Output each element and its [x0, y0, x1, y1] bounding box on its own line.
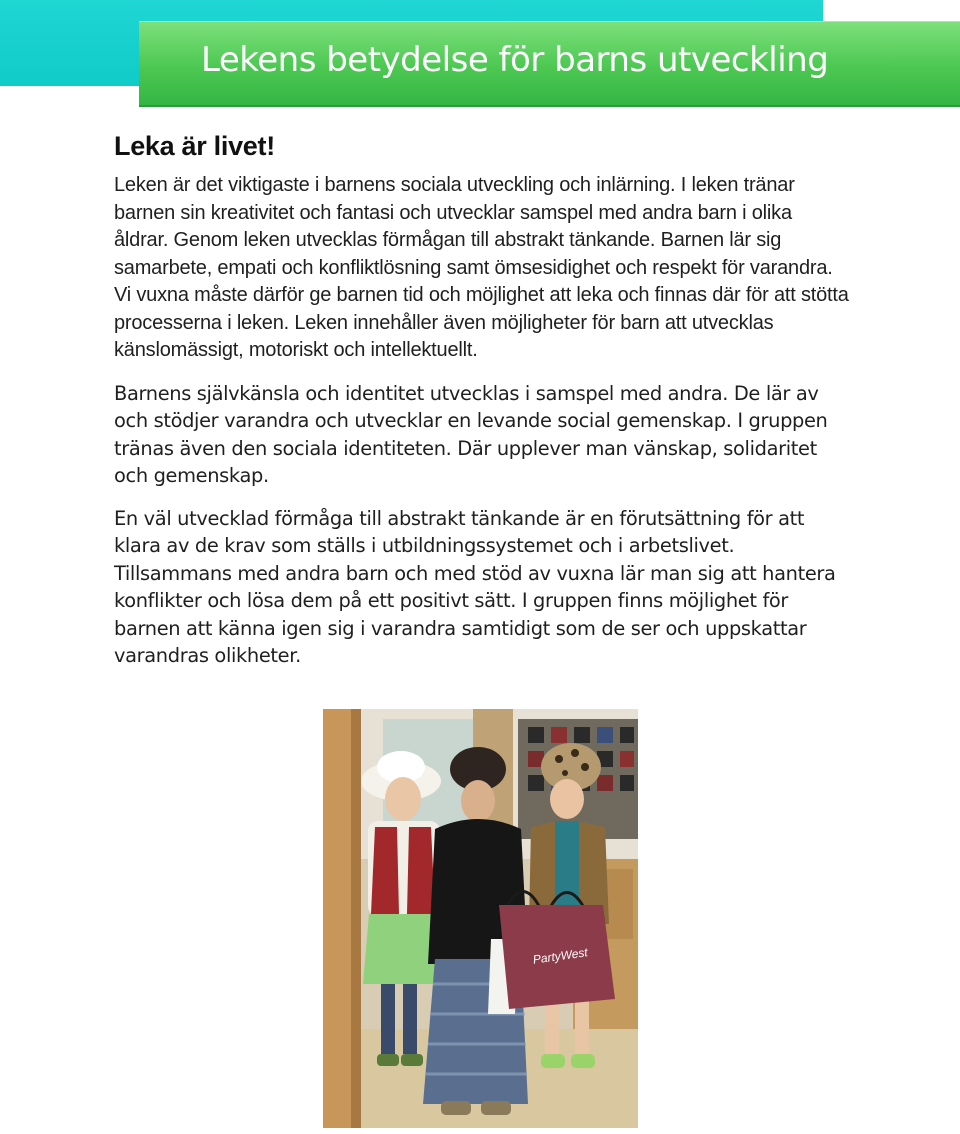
paragraph-2: Barnens självkänsla och identitet utvecklas i samspel med andra. De lär av och stödjer varandra och utvecklar en levande social gemenskap. I gruppen tränas även den sociala identiteten. Där upplever man vänskap, solidaritet och gemenskap.: [114, 381, 828, 487]
title-banner: [139, 21, 960, 107]
article-body: [114, 126, 850, 670]
section-heading: Leka är livet!: [114, 131, 275, 161]
bag-print: PartyWest: [531, 945, 589, 967]
children-dress-up-photo: [323, 709, 638, 1128]
paragraph-3: En väl utvecklad förmåga till abstrakt tänkande är en förutsättning för att klara av de krav som ställs i utbildningssystemet och i arbetslivet. Tillsammans med andra barn och med stöd av vuxna lär man sig att hantera konflikter och lösa dem på ett positivt sätt. I gruppen finns möjlighet för barnen att känna igen sig i varandra samtidigt som de ser och uppskattar varandras olikheter.: [114, 506, 836, 667]
page-title: Lekens betydelse för barns utveckling: [201, 40, 829, 80]
paragraph-1: Leken är det viktigaste i barnens sociala utveckling och inlärning. I leken tränar barnen sin kreativitet och fantasi och utvecklar samspel med andra barn i olika åldrar. Genom leken utvecklas förmågan till abstrakt tänkande. Barnen lär sig samarbete, empati och konfliktlösning samt ömsesidighet och respekt för varandra. Vi vuxna måste därför ge barnen tid och möjlighet att leka och finnas där för att stötta processerna i leken. Leken innehåller även möjligheter för barn att utvecklas känslomässigt, motoriskt och intellektuellt.: [114, 174, 849, 361]
